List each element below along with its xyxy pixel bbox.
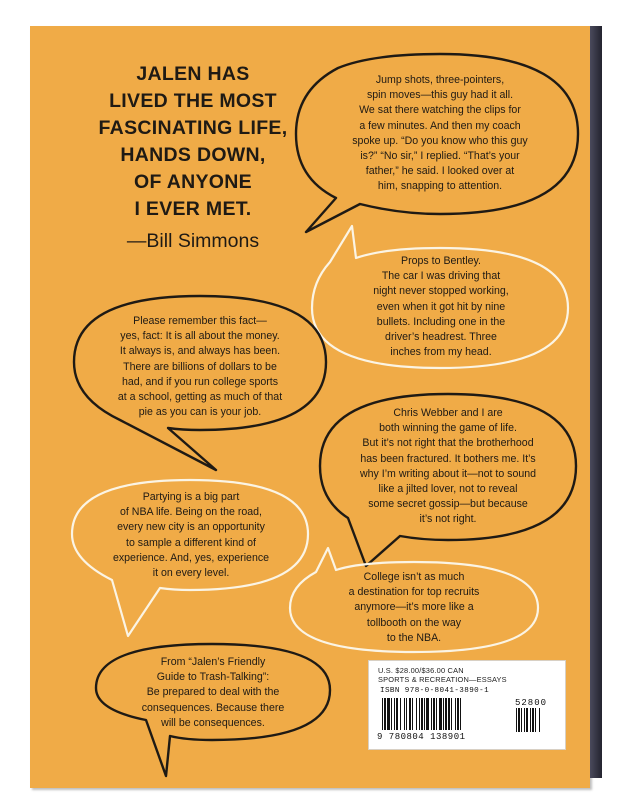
text-line: There are billions of dollars to be — [123, 360, 277, 373]
text-line: College isn’t as much — [363, 571, 465, 583]
bubble-text-jump-shots — [300, 73, 580, 195]
text-line: will be consequences. — [161, 716, 265, 729]
text-line: driver’s headrest. Three — [385, 331, 497, 344]
isbn-label: ISBN 978-0-8041-3890-1 — [380, 687, 490, 695]
text-line: why I’m writing about it—not to sound — [359, 467, 537, 480]
text-line: has been fractured. It bothers me. It’s — [360, 452, 536, 465]
text-line: like a jilted lover, not to reveal — [378, 483, 518, 496]
text-line: both winning the game of life. — [379, 422, 517, 435]
quote-author: —Bill Simmons — [126, 230, 260, 252]
text-line: pie as you can is your job. — [138, 406, 262, 419]
text-line: bullets. Including one in the — [376, 315, 506, 328]
text-line: We sat there watching the clips for — [359, 104, 521, 117]
text-line: it on every level. — [152, 567, 230, 580]
text-line: consequences. Because there — [141, 701, 285, 714]
bubble-text-bentley — [316, 254, 566, 360]
text-line: even when it got hit by nine — [376, 300, 506, 313]
text-line: From “Jalen’s Friendly — [160, 656, 266, 668]
category-label: SPORTS & RECREATION—ESSAYS — [378, 675, 507, 684]
text-line: Props to Bentley. — [401, 255, 481, 267]
text-line: yes, fact: It is all about the money. — [120, 330, 280, 343]
text-line: experience. And, yes, experience — [112, 551, 270, 564]
bubble-text-webber — [320, 406, 576, 528]
text-line: The car I was driving that — [381, 270, 501, 283]
bubble-text-money — [74, 314, 326, 420]
text-line: to sample a different kind of — [126, 536, 256, 549]
text-line: It always is, and always has been. — [119, 345, 281, 358]
text-line: a destination for top recruits — [348, 586, 480, 599]
text-line: a few minutes. And then my coach — [359, 119, 521, 132]
text-line: him, snapping to attention. — [377, 180, 503, 193]
quote-line: LIVED THE MOST — [109, 90, 277, 112]
bubble-text-trash-talking — [98, 655, 328, 731]
bubble-text-partying — [76, 490, 306, 581]
text-line: Chris Webber and I are — [393, 407, 503, 419]
text-line: tollbooth on the way — [366, 616, 462, 629]
text-line: Partying is a big part — [142, 491, 240, 503]
text-line: had, and if you run college sports — [121, 375, 279, 388]
text-line: Jump shots, three-pointers, — [375, 74, 505, 86]
quote-line: OF ANYONE — [134, 171, 252, 193]
text-line: some secret gossip—but because — [368, 498, 528, 511]
text-line: at a school, getting as much of that — [117, 391, 283, 404]
price-label: U.S. $28.00/$36.00 CAN — [378, 666, 464, 675]
text-line: spoke up. “Do you know who this guy — [352, 134, 528, 147]
text-line: to the NBA. — [386, 631, 442, 644]
quote-line: I EVER MET. — [134, 198, 252, 220]
text-line: Guide to Trash-Talking”: — [156, 671, 270, 684]
text-line: night never stopped working, — [373, 285, 509, 298]
text-line: But it’s not right that the brotherhood — [362, 437, 534, 450]
quote-line: HANDS DOWN, — [120, 144, 266, 166]
text-line: every new city is an opportunity — [117, 521, 265, 534]
text-line: it’s not right. — [419, 513, 477, 526]
barcode-bars — [380, 698, 560, 734]
ean-digits: 9 780804 138901 — [377, 732, 466, 742]
bubble-text-college — [296, 570, 532, 646]
text-line: anymore—it’s more like a — [354, 601, 474, 614]
quote-line: JALEN HAS — [136, 63, 250, 85]
text-line: is?” “No sir,” I replied. “That’s your — [360, 150, 520, 163]
text-line: Please remember this fact— — [133, 315, 267, 327]
text-line: Be prepared to deal with the — [146, 686, 280, 699]
text-line: inches from my head. — [390, 346, 492, 359]
text-line: spin moves—this guy had it all. — [366, 89, 514, 102]
text-line: father,” he said. I looked over at — [365, 165, 515, 178]
price-addon-code: 52800 — [515, 698, 548, 708]
text-line: of NBA life. Being on the road, — [120, 506, 262, 519]
quote-line: FASCINATING LIFE, — [98, 117, 288, 139]
